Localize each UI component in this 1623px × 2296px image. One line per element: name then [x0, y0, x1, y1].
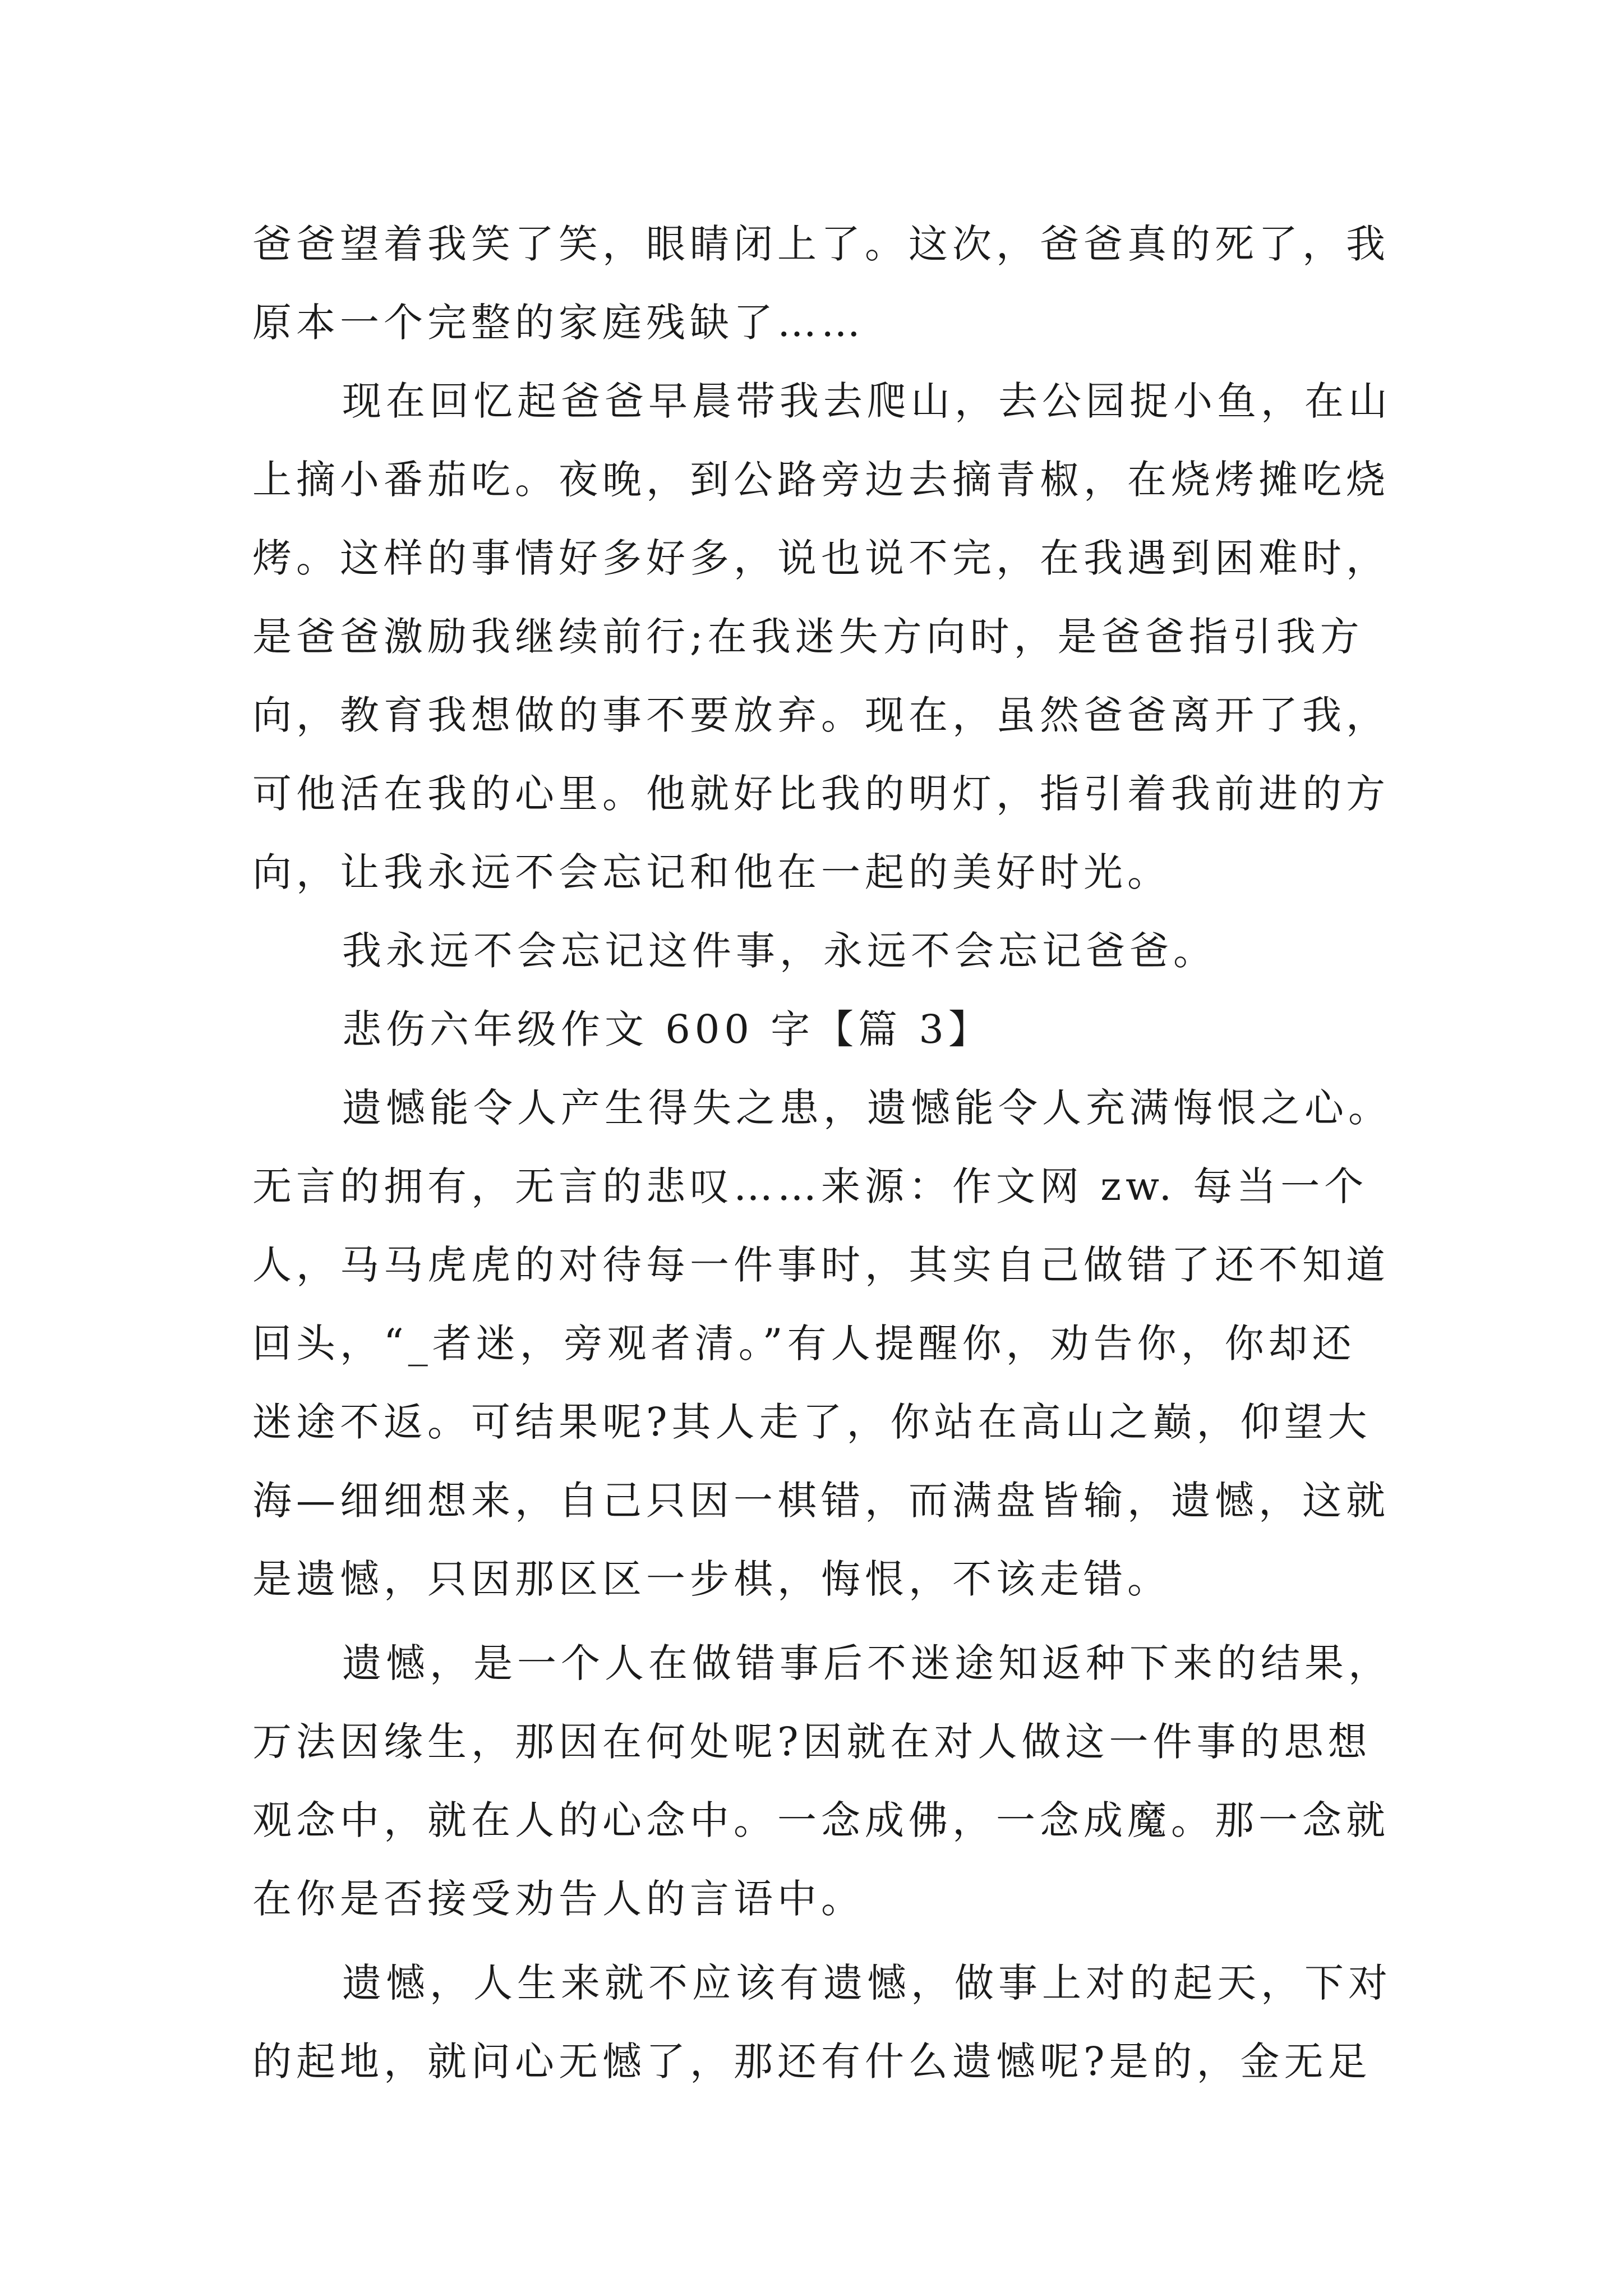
paragraph-start-line: 遗憾能令人产生得失之患，遗憾能令人充满悔恨之心。 — [342, 1085, 1392, 1131]
text-line: 在你是否接受劝告人的言语中。 — [252, 1876, 865, 1922]
paragraph-start-line: 现在回忆起爸爸早晨带我去爬山，去公园捉小鱼，在山 — [342, 378, 1392, 424]
paragraph-start-line: 我永远不会忘记这件事，永远不会忘记爸爸。 — [342, 928, 1217, 974]
text-line: 回头，“_者迷，旁观者清。”有人提醒你，劝告你，你却还 — [252, 1320, 1356, 1366]
section-heading: 悲伤六年级作文 600 字【篇 3】 — [342, 1006, 992, 1052]
text-line: 万法因缘生，那因在何处呢?因就在对人做这一件事的思想 — [252, 1719, 1372, 1765]
text-line: 无言的拥有，无言的悲叹……来源：作文网 zw. 每当一个 — [252, 1163, 1368, 1209]
text-line: 迷途不返。可结果呢?其人走了，你站在高山之巅，仰望大 — [252, 1399, 1372, 1445]
text-line: 原本一个完整的家庭残缺了…… — [252, 300, 865, 346]
paragraph-start-line: 遗憾，是一个人在做错事后不迷途知返种下来的结果， — [342, 1640, 1392, 1686]
text-line: 观念中，就在人的心念中。一念成佛，一念成魔。那一念就 — [252, 1797, 1390, 1843]
text-line: 是遗憾，只因那区区一步棋，悔恨，不该走错。 — [252, 1556, 1171, 1602]
text-line: 向，教育我想做的事不要放弃。现在，虽然爸爸离开了我， — [252, 692, 1390, 738]
text-line: 向，让我永远不会忘记和他在一起的美好时光。 — [252, 849, 1171, 895]
text-line: 上摘小番茄吃。夜晚，到公路旁边去摘青椒，在烧烤摊吃烧 — [252, 457, 1390, 503]
text-line: 的起地，就问心无憾了，那还有什么遗憾呢?是的，金无足 — [252, 2039, 1372, 2085]
text-line: 是爸爸激励我继续前行;在我迷失方向时，是爸爸指引我方 — [252, 614, 1364, 660]
text-line: 烤。这样的事情好多好多，说也说不完，在我遇到困难时， — [252, 535, 1390, 581]
text-line: 可他活在我的心里。他就好比我的明灯，指引着我前进的方 — [252, 771, 1390, 817]
paragraph-start-line: 遗憾，人生来就不应该有遗憾，做事上对的起天，下对 — [342, 1960, 1392, 2006]
text-line: 爸爸望着我笑了笑，眼睛闭上了。这次，爸爸真的死了，我 — [252, 221, 1390, 267]
text-line: 人，马马虎虎的对待每一件事时，其实自己做错了还不知道 — [252, 1242, 1390, 1288]
text-line: 海—细细想来，自己只因一棋错，而满盘皆输，遗憾，这就 — [252, 1478, 1390, 1524]
